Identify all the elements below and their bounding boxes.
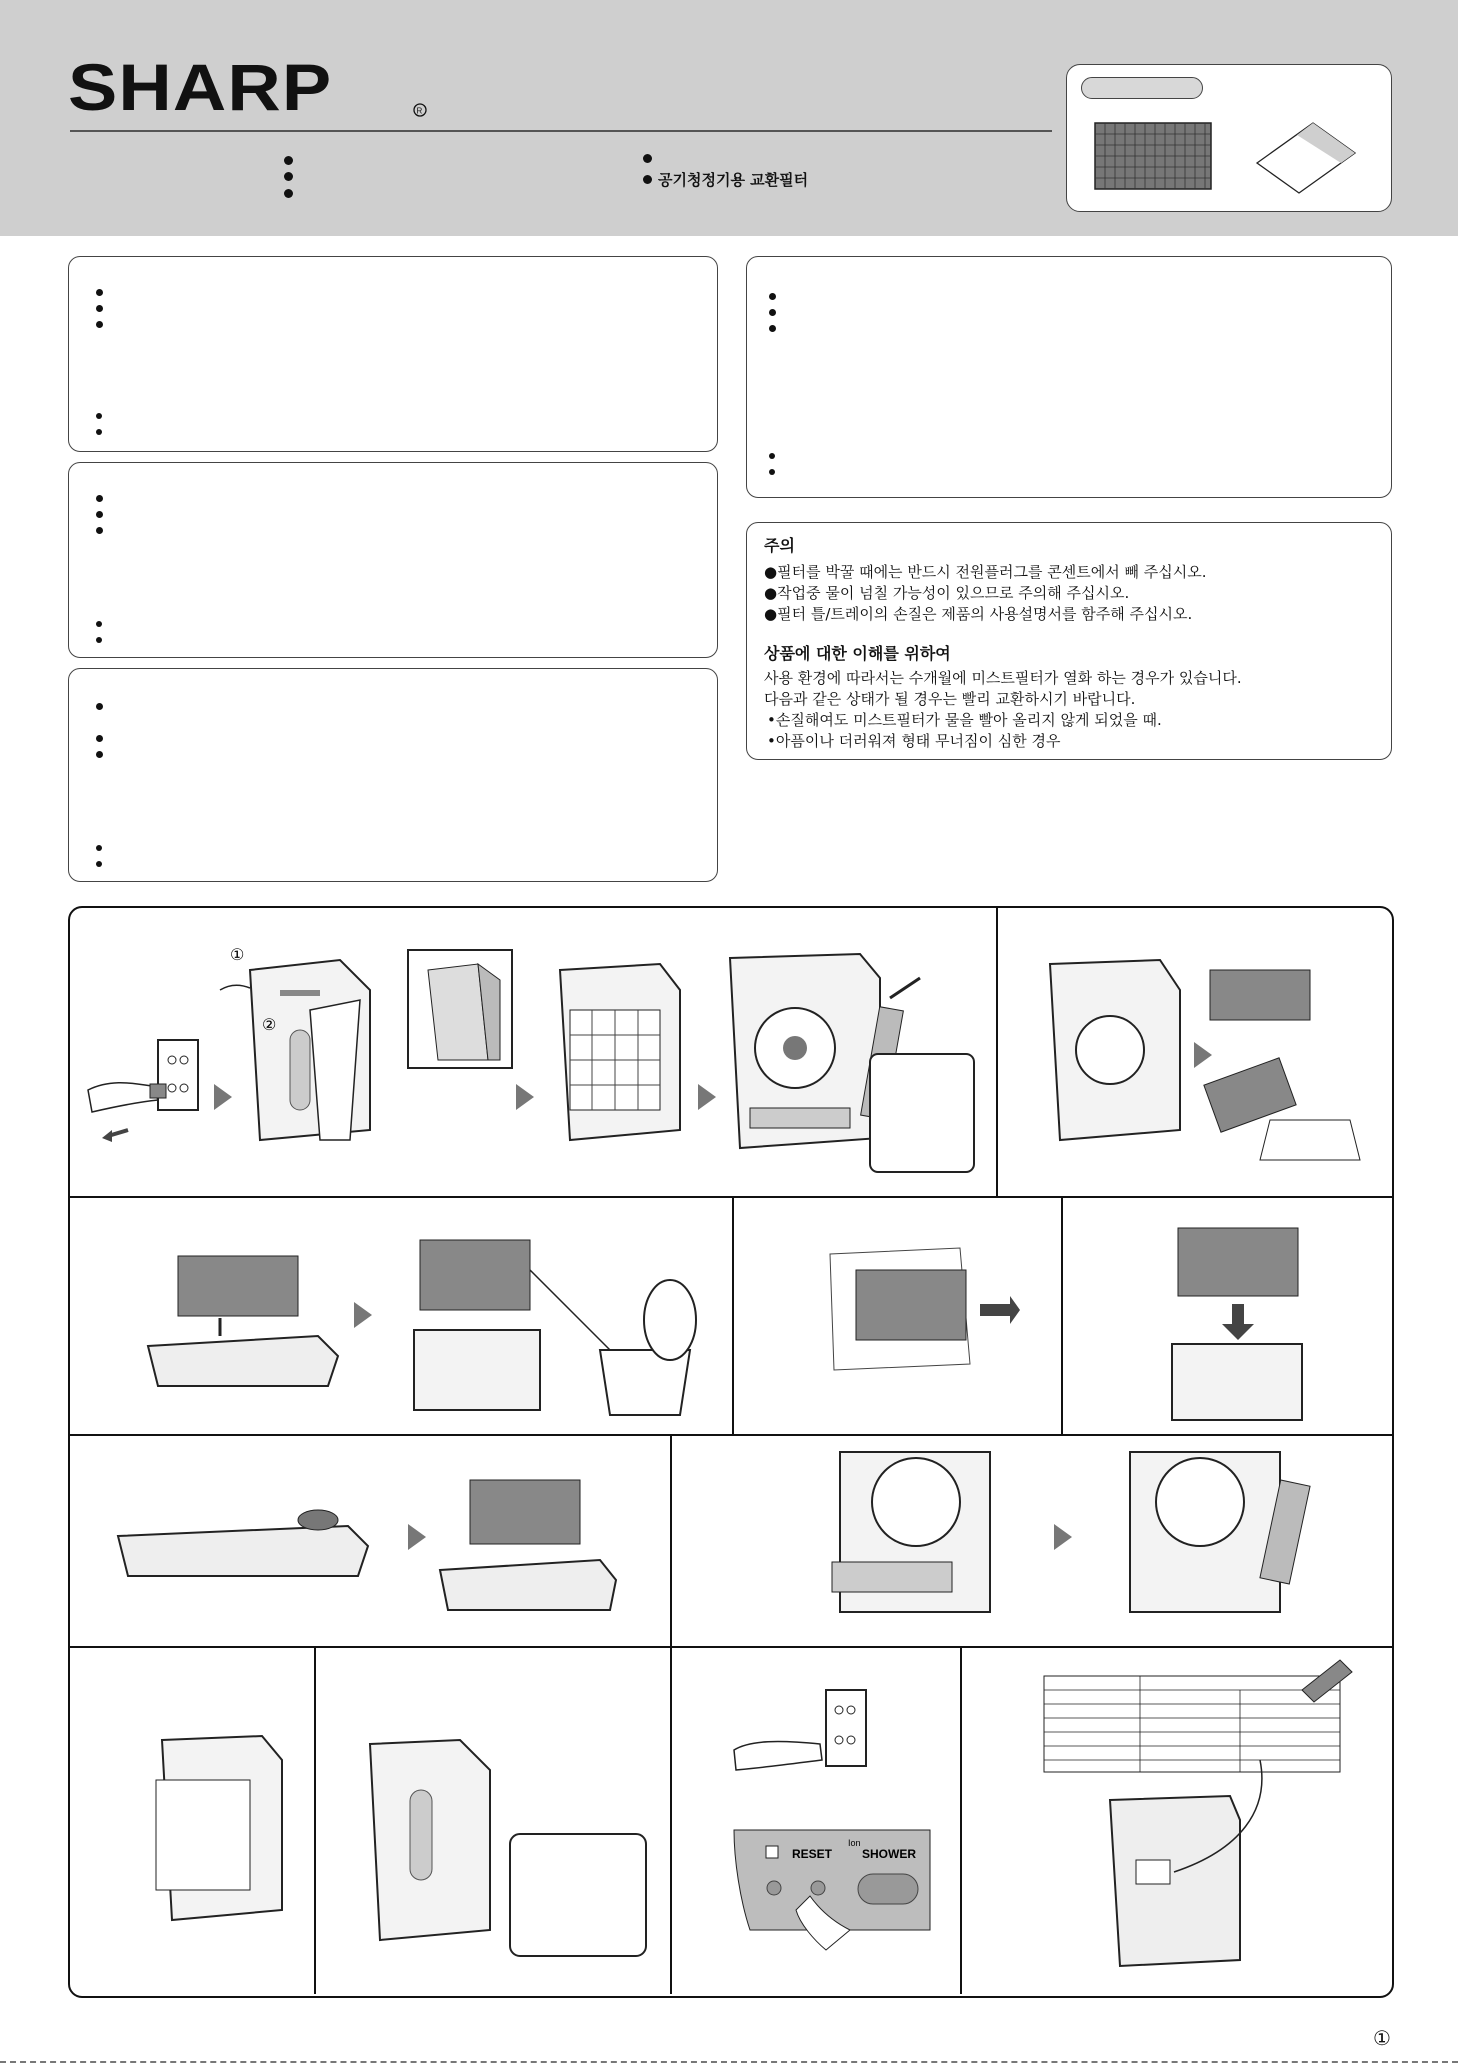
product-item-label: 공기청정기용 교환필터 — [658, 171, 809, 189]
understanding-item: •손질해여도 미스트필터가 물을 빨아 올리지 않게 되었을 때. — [767, 711, 1162, 729]
filter-lift-from-tray-illustration — [148, 1236, 348, 1406]
step-arrow — [516, 1084, 534, 1110]
purifier-back-panel-illustration — [220, 947, 410, 1150]
grid-line — [670, 1434, 672, 1646]
svg-text:①: ① — [230, 947, 245, 964]
back-panel-reinstall-illustration — [340, 1730, 650, 1960]
grid-line — [314, 1646, 316, 1994]
prefilter-reinstall-illustration — [142, 1730, 292, 1930]
contents-pill — [1081, 77, 1203, 99]
ion-label: Ion — [848, 1838, 861, 1848]
understanding-line: 다음과 같은 상태가 될 경우는 빨리 교환하시기 바랍니다. — [764, 690, 1136, 708]
tray-removal-illustration — [720, 948, 990, 1178]
prefilter-removal-illustration — [540, 950, 690, 1150]
header-bullet — [284, 156, 293, 165]
svg-text:②: ② — [262, 1017, 277, 1034]
understanding-line: 사용 환경에 따라서는 수개월에 미스트필터가 열화 하는 경우가 있습니다. — [764, 669, 1242, 687]
tray-cap-illustration — [118, 1496, 378, 1606]
header-bullet — [284, 172, 293, 181]
understanding-item: •아픔이나 더러워져 형태 무너짐이 심한 경우 — [767, 732, 1061, 750]
caution-item: ●필터를 박꿀 때에는 반드시 전원플러그를 콘센트에서 빼 주십시오. — [764, 563, 1207, 581]
grid-line — [670, 1646, 672, 1994]
filter-unwrap-illustration — [820, 1244, 1020, 1374]
sheet-illustration — [1257, 123, 1357, 193]
caution-box — [746, 522, 1392, 760]
step-arrow — [1054, 1524, 1072, 1550]
info-box-2 — [68, 462, 718, 658]
header-bullet — [284, 189, 293, 198]
latch-detail-illustration — [408, 950, 514, 1070]
header-bullet — [643, 175, 652, 184]
grid-line — [68, 1196, 1392, 1198]
grid-line — [68, 1434, 1392, 1436]
filter-rinse-illustration — [1010, 950, 1390, 1170]
grid-line — [68, 1646, 1392, 1648]
filter-frame-and-bin-illustration — [410, 1220, 710, 1420]
reset-label: RESET — [792, 1847, 833, 1861]
shower-label: SHOWER — [862, 1847, 916, 1861]
header-rule — [70, 130, 1052, 132]
header-band — [0, 0, 1458, 236]
wall-outlet-unplug-illustration — [88, 1030, 208, 1160]
grid-line — [732, 1196, 734, 1434]
grid-line — [960, 1646, 962, 1994]
plug-in-and-reset-illustration — [730, 1660, 950, 1980]
sharp-logo — [68, 50, 428, 125]
understanding-title: 상품에 대한 이해를 위하여 — [764, 644, 951, 663]
caution-item: ●작업중 물이 넘칠 가능성이 있으므로 주의해 주십시오. — [764, 584, 1130, 602]
info-box-4 — [746, 256, 1392, 498]
step-arrow — [354, 1302, 372, 1328]
brand-name: SHARP — [68, 50, 333, 125]
header-bullet — [643, 154, 652, 163]
svg-text:R: R — [416, 106, 423, 116]
record-table-illustration — [1040, 1660, 1360, 1980]
info-box-1 — [68, 256, 718, 452]
filter-illustration — [1095, 123, 1215, 191]
grid-line — [996, 906, 998, 1196]
step-arrow — [698, 1084, 716, 1110]
filter-insert-into-frame-illustration — [1168, 1224, 1308, 1424]
filter-set-on-tray-illustration — [440, 1470, 620, 1620]
step-arrow — [408, 1524, 426, 1550]
grid-line — [1061, 1196, 1063, 1434]
package-contents-box — [1066, 64, 1392, 212]
caution-title: 주의 — [764, 536, 795, 555]
page-number: ① — [1373, 2026, 1391, 2050]
cut-line — [0, 2061, 1458, 2063]
tank-insertion-illustration — [1120, 1452, 1350, 1622]
caution-item: ●필터 틀/트레이의 손질은 제품의 사용설명서를 함주해 주십시오. — [764, 605, 1193, 623]
info-box-3 — [68, 668, 718, 882]
tray-insertion-illustration — [780, 1452, 1030, 1622]
